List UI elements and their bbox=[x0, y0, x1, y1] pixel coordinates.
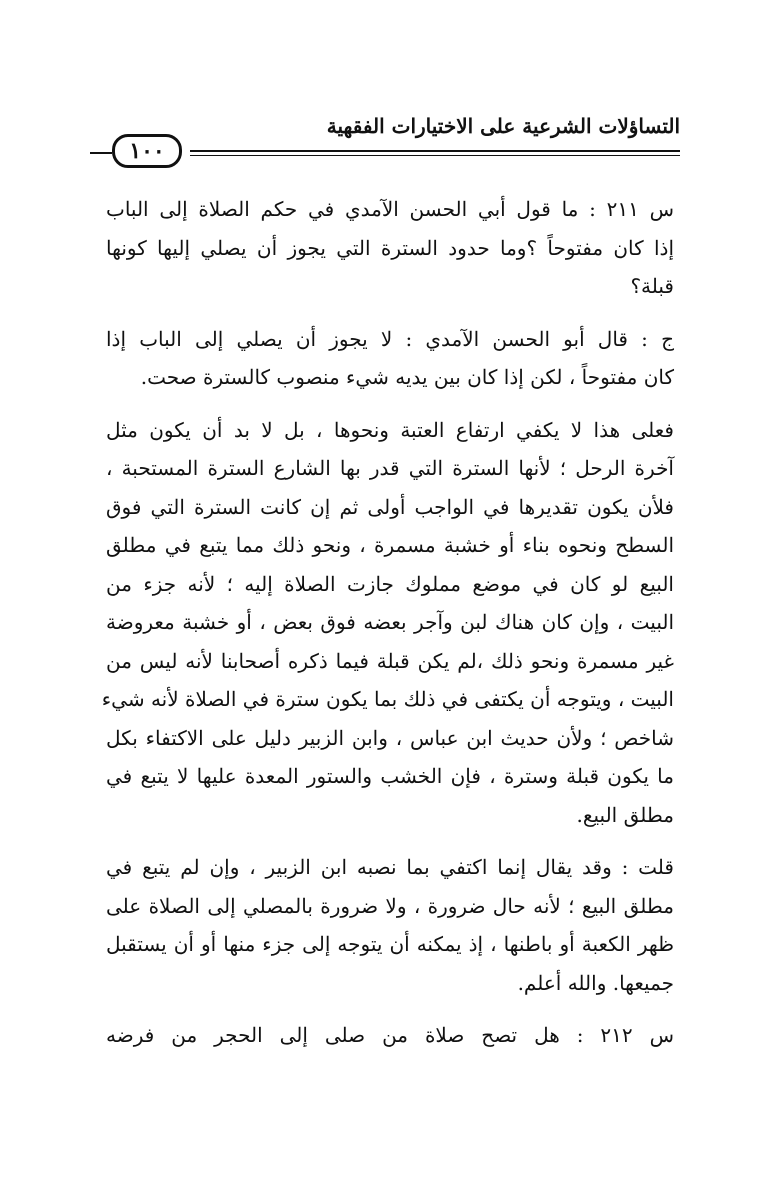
text-line: ما يكون قبلة وسترة ، فإن الخشب والستور المعدة عليها لا يتبع في bbox=[106, 764, 674, 788]
text-line: شاخص ؛ ولأن حديث ابن عباس ، وابن الزبير دليل على الاكتفاء بكل bbox=[106, 725, 674, 750]
text-line: ظهر الكعبة أو باطنها ، إذ يمكنه أن يتوجه إلى جزء منها أو أن يستقبل bbox=[106, 932, 674, 956]
question-paragraph bbox=[106, 1016, 674, 1055]
text-line: فعلى هذا لا يكفي ارتفاع العتبة ونحوها ، بل لا بد أن يكون مثل bbox=[106, 417, 674, 442]
text-line: البيت ، وإن كان هناك لبن وآجر بعضه فوق بعض ، أو خشبة معروضة bbox=[106, 610, 674, 634]
text-line: مطلق البيع ؛ لأنه حال ضرورة ، ولا ضرورة بالمصلي إلى الصلاة على bbox=[106, 893, 674, 918]
text-line: غير مسمرة ونحو ذلك ،لم يكن قبلة فيما ذكره أصحابنا لأنه ليس من bbox=[106, 648, 674, 673]
text-line: فلأن يكون تقديرها في الواجب أولى ثم إن كانت السترة التي فوق bbox=[106, 494, 674, 519]
text-line: مطلق البيع. bbox=[576, 802, 674, 827]
running-title: التساؤلات الشرعية على الاختيارات الفقهية bbox=[326, 114, 680, 138]
text-line: س ٢١٢ : هل تصح صلاة من صلى إلى الحجر من فرضه bbox=[106, 1023, 675, 1047]
page-body bbox=[101, 190, 675, 1069]
body-paragraph bbox=[101, 411, 674, 835]
text-line: قبلة؟ bbox=[630, 274, 674, 298]
text-line: إذا كان مفتوحاً ؟وما حدود السترة التي يجوز أن يصلي إليها كونها bbox=[106, 235, 674, 260]
page-header bbox=[100, 108, 680, 168]
text-line: ج : قال أبو الحسن الآمدي : لا يجوز أن يصلي إلى الباب إذا bbox=[106, 326, 674, 351]
header-rule bbox=[190, 150, 680, 152]
text-line: البيع لو كان في موضع مملوك جازت الصلاة إليه ؛ لأنه جزء من bbox=[106, 571, 674, 596]
note-paragraph bbox=[106, 848, 674, 1002]
text-line: كان مفتوحاً ، لكن إذا كان بين يديه شيء منصوب كالسترة صحت. bbox=[140, 365, 674, 389]
text-line: آخرة الرحل ؛ لأنها السترة التي قدر بها الشارع السترة المستحبة ، bbox=[106, 456, 674, 480]
text-line: البيت ، ويتوجه أن يكتفى في ذلك بما يكون سترة في الصلاة لأنه شيء bbox=[101, 687, 674, 711]
answer-paragraph bbox=[106, 320, 674, 397]
text-line: جميعها. والله أعلم. bbox=[517, 970, 674, 995]
question-paragraph bbox=[106, 190, 674, 306]
text-line: قلت : وقد يقال إنما اكتفي بما نصبه ابن الزبير ، وإن لم يتبع في bbox=[106, 855, 674, 879]
text-line: السطح ونحوه بناء أو خشبة مسمرة ، ونحو ذلك مما يتبع في مطلق bbox=[106, 533, 674, 557]
header-rule-thin bbox=[190, 155, 680, 156]
header-rule-left bbox=[90, 152, 112, 154]
page-number: ١٠٠ bbox=[112, 134, 182, 168]
text-line: س ٢١١ : ما قول أبي الحسن الآمدي في حكم الصلاة إلى الباب bbox=[106, 197, 674, 221]
